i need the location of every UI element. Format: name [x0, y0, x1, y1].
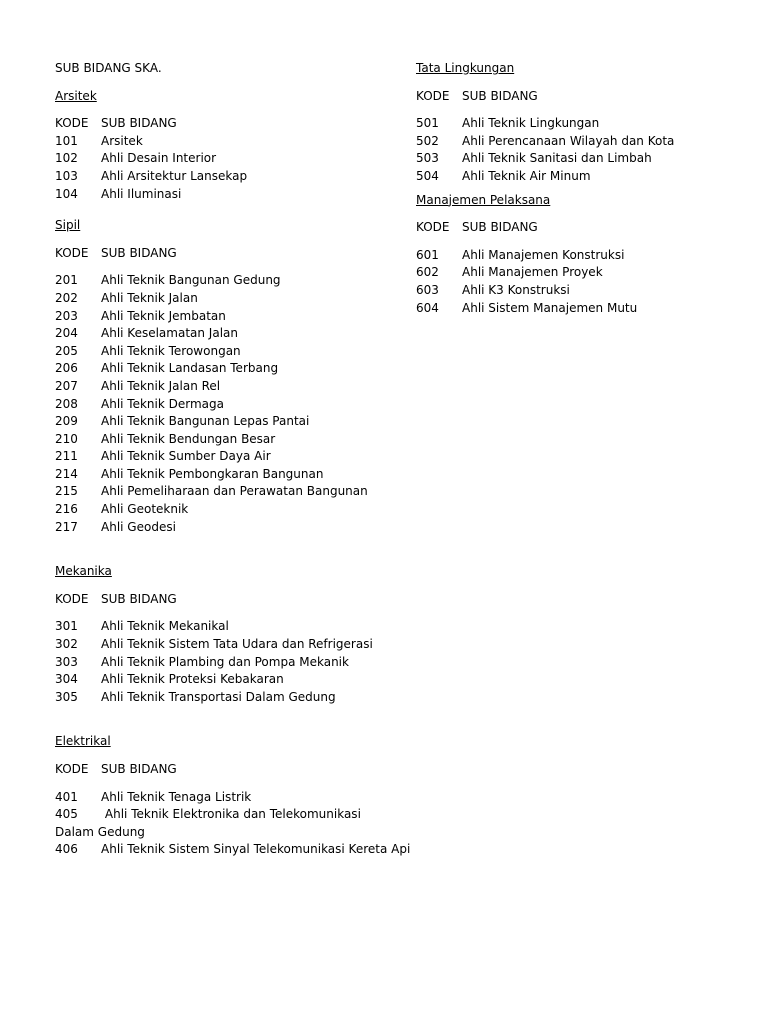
list-item	[55, 466, 405, 484]
table-header-mekanika	[55, 591, 405, 609]
item-name: Ahli Teknik Sistem Tata Udara dan Refrigerasi	[101, 637, 373, 652]
list-item	[55, 378, 405, 396]
item-name: Ahli Teknik Sanitasi dan Limbah	[462, 151, 652, 166]
item-code: 401	[55, 789, 78, 804]
item-code: 405	[55, 807, 78, 822]
item-name: Ahli Teknik Terowongan	[101, 343, 241, 358]
item-code: 210	[55, 431, 78, 446]
list-item	[55, 618, 405, 636]
item-code: 104	[55, 186, 78, 201]
table-header-elektrikal	[55, 761, 405, 779]
item-name: Ahli Teknik Pembongkaran Bangunan	[101, 466, 324, 481]
item-name: Ahli Teknik Elektronika dan Telekomunikasi Dalam Gedung	[55, 807, 361, 839]
list-item	[55, 654, 405, 672]
list-item	[416, 300, 716, 318]
header-code: KODE	[55, 245, 89, 260]
right-column	[416, 60, 716, 317]
item-name: Ahli Manajemen Konstruksi	[462, 247, 625, 262]
item-code: 217	[55, 519, 78, 534]
list-item	[55, 325, 405, 343]
header-code: KODE	[55, 762, 89, 776]
header-name: SUB BIDANG	[462, 220, 538, 235]
item-name: Ahli Teknik Landasan Terbang	[101, 361, 279, 376]
list-item	[55, 308, 405, 326]
item-name: Ahli Teknik Bangunan Gedung	[101, 273, 281, 288]
header-code: KODE	[416, 220, 450, 235]
item-name: Ahli Teknik Jembatan	[101, 308, 226, 323]
item-code: 501	[416, 116, 439, 131]
item-name: Ahli Manajemen Proyek	[462, 265, 603, 280]
item-name: Ahli Teknik Tenaga Listrik	[101, 789, 252, 804]
item-code: 604	[416, 300, 439, 315]
list-item	[55, 272, 405, 290]
header-name: SUB BIDANG	[101, 245, 177, 260]
list-item	[416, 168, 716, 186]
item-code: 211	[55, 449, 78, 464]
list-item	[55, 150, 405, 168]
item-name: Ahli Teknik Proteksi Kebakaran	[101, 672, 284, 687]
header-code: KODE	[416, 88, 450, 103]
item-code: 203	[55, 308, 78, 323]
header-name: SUB BIDANG	[462, 88, 538, 103]
list-item	[55, 671, 405, 689]
item-name: Ahli Keselamatan Jalan	[101, 326, 238, 341]
item-name: Ahli Geodesi	[101, 519, 176, 534]
list-item	[416, 150, 716, 168]
list-item	[55, 519, 405, 537]
list-item	[55, 483, 405, 501]
item-name: Ahli Teknik Sumber Daya Air	[101, 449, 271, 464]
item-code: 208	[55, 396, 78, 411]
list-item	[55, 806, 395, 841]
list-item	[55, 413, 405, 431]
list-item	[416, 133, 716, 151]
item-code: 303	[55, 654, 78, 669]
left-column	[55, 60, 411, 859]
list-item	[55, 636, 405, 654]
list-item	[416, 264, 716, 282]
list-item	[55, 448, 405, 466]
list-item	[55, 133, 405, 151]
item-code: 201	[55, 273, 78, 288]
item-code: 204	[55, 326, 78, 341]
item-code: 209	[55, 414, 78, 429]
item-name: Ahli Teknik Air Minum	[462, 168, 591, 183]
list-tata-lingkungan	[416, 115, 716, 185]
item-name: Ahli Teknik Sistem Sinyal Telekomunikasi Kereta Api	[101, 842, 411, 857]
header-name: SUB BIDANG	[101, 591, 177, 606]
item-name: Ahli Iluminasi	[101, 186, 182, 201]
item-code: 103	[55, 168, 78, 183]
list-item	[416, 247, 716, 265]
item-code: 304	[55, 672, 78, 687]
section-title-sipil: Sipil	[55, 218, 81, 233]
list-item	[55, 343, 405, 361]
item-code: 406	[55, 842, 78, 857]
item-code: 205	[55, 343, 78, 358]
table-header-sipil	[55, 245, 405, 263]
list-sipil	[55, 272, 405, 536]
item-code: 602	[416, 265, 439, 280]
table-header-arsitek	[55, 115, 405, 133]
list-item	[55, 789, 405, 807]
list-item	[55, 168, 405, 186]
section-title-mekanika: Mekanika	[55, 564, 112, 579]
item-code: 601	[416, 247, 439, 262]
item-code: 207	[55, 378, 78, 393]
list-arsitek	[55, 133, 405, 203]
item-name: Ahli Arsitektur Lansekap	[101, 168, 248, 183]
item-code: 216	[55, 502, 78, 517]
list-item	[55, 431, 405, 449]
item-code: 214	[55, 466, 78, 481]
list-item	[55, 290, 405, 308]
item-code: 305	[55, 689, 78, 704]
item-code: 215	[55, 484, 78, 499]
item-code: 503	[416, 151, 439, 166]
item-name: Ahli Teknik Mekanikal	[101, 619, 229, 634]
list-elektrikal	[55, 789, 411, 859]
table-header-tata-lingkungan	[416, 88, 716, 106]
item-code: 206	[55, 361, 78, 376]
item-name: Ahli Perencanaan Wilayah dan Kota	[462, 133, 675, 148]
item-code: 302	[55, 637, 78, 652]
item-code: 502	[416, 133, 439, 148]
list-item	[55, 396, 405, 414]
list-item	[55, 186, 405, 204]
list-item	[416, 282, 716, 300]
item-name: Ahli Teknik Lingkungan	[462, 116, 600, 131]
item-code: 202	[55, 290, 78, 305]
item-name: Arsitek	[101, 133, 143, 148]
document-title: SUB BIDANG SKA.	[55, 61, 162, 75]
item-name: Ahli Desain Interior	[101, 151, 217, 166]
section-title-elektrikal: Elektrikal	[55, 734, 111, 749]
list-manajemen-pelaksana	[416, 247, 716, 317]
item-name: Ahli Teknik Bendungan Besar	[101, 431, 276, 446]
list-item	[55, 501, 405, 519]
header-code: KODE	[55, 116, 89, 131]
header-name: SUB BIDANG	[101, 762, 177, 776]
item-code: 101	[55, 133, 78, 148]
item-name: Ahli Teknik Plambing dan Pompa Mekanik	[101, 654, 349, 669]
item-name: Ahli Teknik Jalan Rel	[101, 378, 221, 393]
item-code: 603	[416, 282, 439, 297]
item-name: Ahli Teknik Jalan	[101, 290, 198, 305]
item-code: 504	[416, 168, 439, 183]
list-item	[55, 360, 405, 378]
list-item	[416, 115, 716, 133]
item-name: Ahli Pemeliharaan dan Perawatan Bangunan	[101, 484, 368, 499]
table-header-manajemen-pelaksana	[416, 219, 716, 237]
section-title-tata-lingkungan: Tata Lingkungan	[416, 61, 515, 75]
header-name: SUB BIDANG	[101, 116, 177, 131]
item-name: Ahli Teknik Bangunan Lepas Pantai	[101, 414, 310, 429]
list-mekanika	[55, 618, 405, 706]
item-name: Ahli K3 Konstruksi	[462, 282, 570, 297]
item-name: Ahli Sistem Manajemen Mutu	[462, 300, 638, 315]
item-name: Ahli Teknik Dermaga	[101, 396, 224, 411]
item-code: 301	[55, 619, 78, 634]
item-code: 102	[55, 151, 78, 166]
section-title-manajemen-pelaksana: Manajemen Pelaksana	[416, 192, 551, 207]
item-name: Ahli Geoteknik	[101, 502, 189, 517]
list-item	[55, 689, 405, 707]
list-item	[55, 841, 411, 859]
section-title-arsitek: Arsitek	[55, 88, 97, 103]
header-code: KODE	[55, 591, 89, 606]
item-name: Ahli Teknik Transportasi Dalam Gedung	[101, 689, 336, 704]
